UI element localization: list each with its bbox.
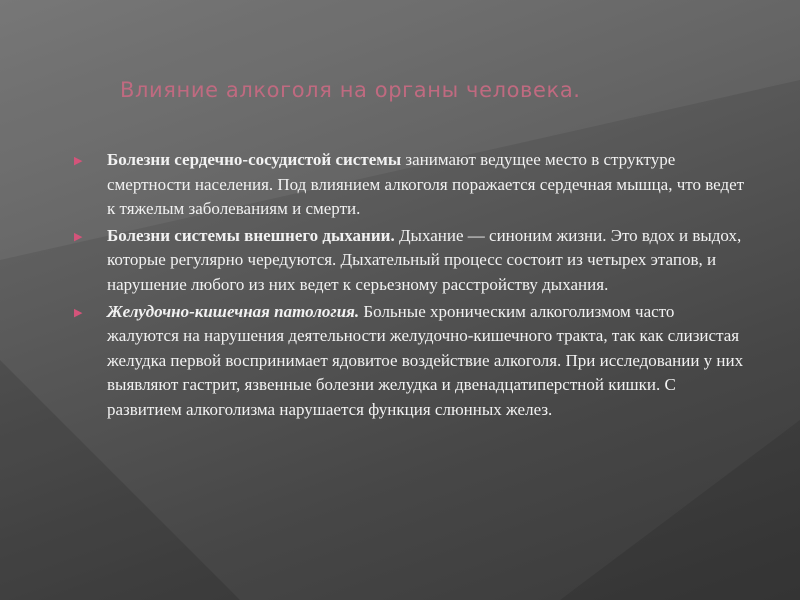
bullet-lead: Болезни сердечно-сосудистой системы <box>107 150 402 169</box>
slide-title: Влияние алкоголя на органы человека. <box>120 78 581 102</box>
triangle-right-icon: ▶ <box>74 229 83 243</box>
bullet-list <box>74 148 746 425</box>
bullet-lead: Желудочно-кишечная патология. <box>107 301 360 321</box>
triangle-right-icon: ▶ <box>74 154 83 167</box>
bullet-text: Больные хроническим алкоголизмом часто жалуются на нарушения деятельности желудочно-кишечного тракта, так как слизистая желудка первой воспринимает ядовитое воздействие алкоголя. При исследовании у них выявляют гастрит, язвенные болезни желудка и двенадцатиперстной кишки. С развитием алкоголизма нарушается функция слюнных желез. <box>107 301 744 419</box>
bullet-item-gastrointestinal <box>74 300 746 423</box>
bullet-item-cardiovascular <box>74 148 746 222</box>
bullet-item-respiratory <box>74 224 746 298</box>
bullet-lead: Болезни системы внешнего дыхании. <box>107 225 395 245</box>
bullet-text: занимают ведущее место в структуре смертности населения. Под влиянием алкоголя поражается сердечная мышца, что ведет к тяжелым заболеваниям и смерти. <box>107 150 745 219</box>
bullet-text: Дыхание — синоним жизни. Это вдох и выдох, которые регулярно чередуются. Дыхательный процесс состоит из четырех этапов, и нарушение любого из них ведет к серьезному расстройству дыхания. <box>107 225 742 294</box>
triangle-right-icon: ▶ <box>74 305 83 319</box>
dark-right-shadow <box>560 420 800 600</box>
